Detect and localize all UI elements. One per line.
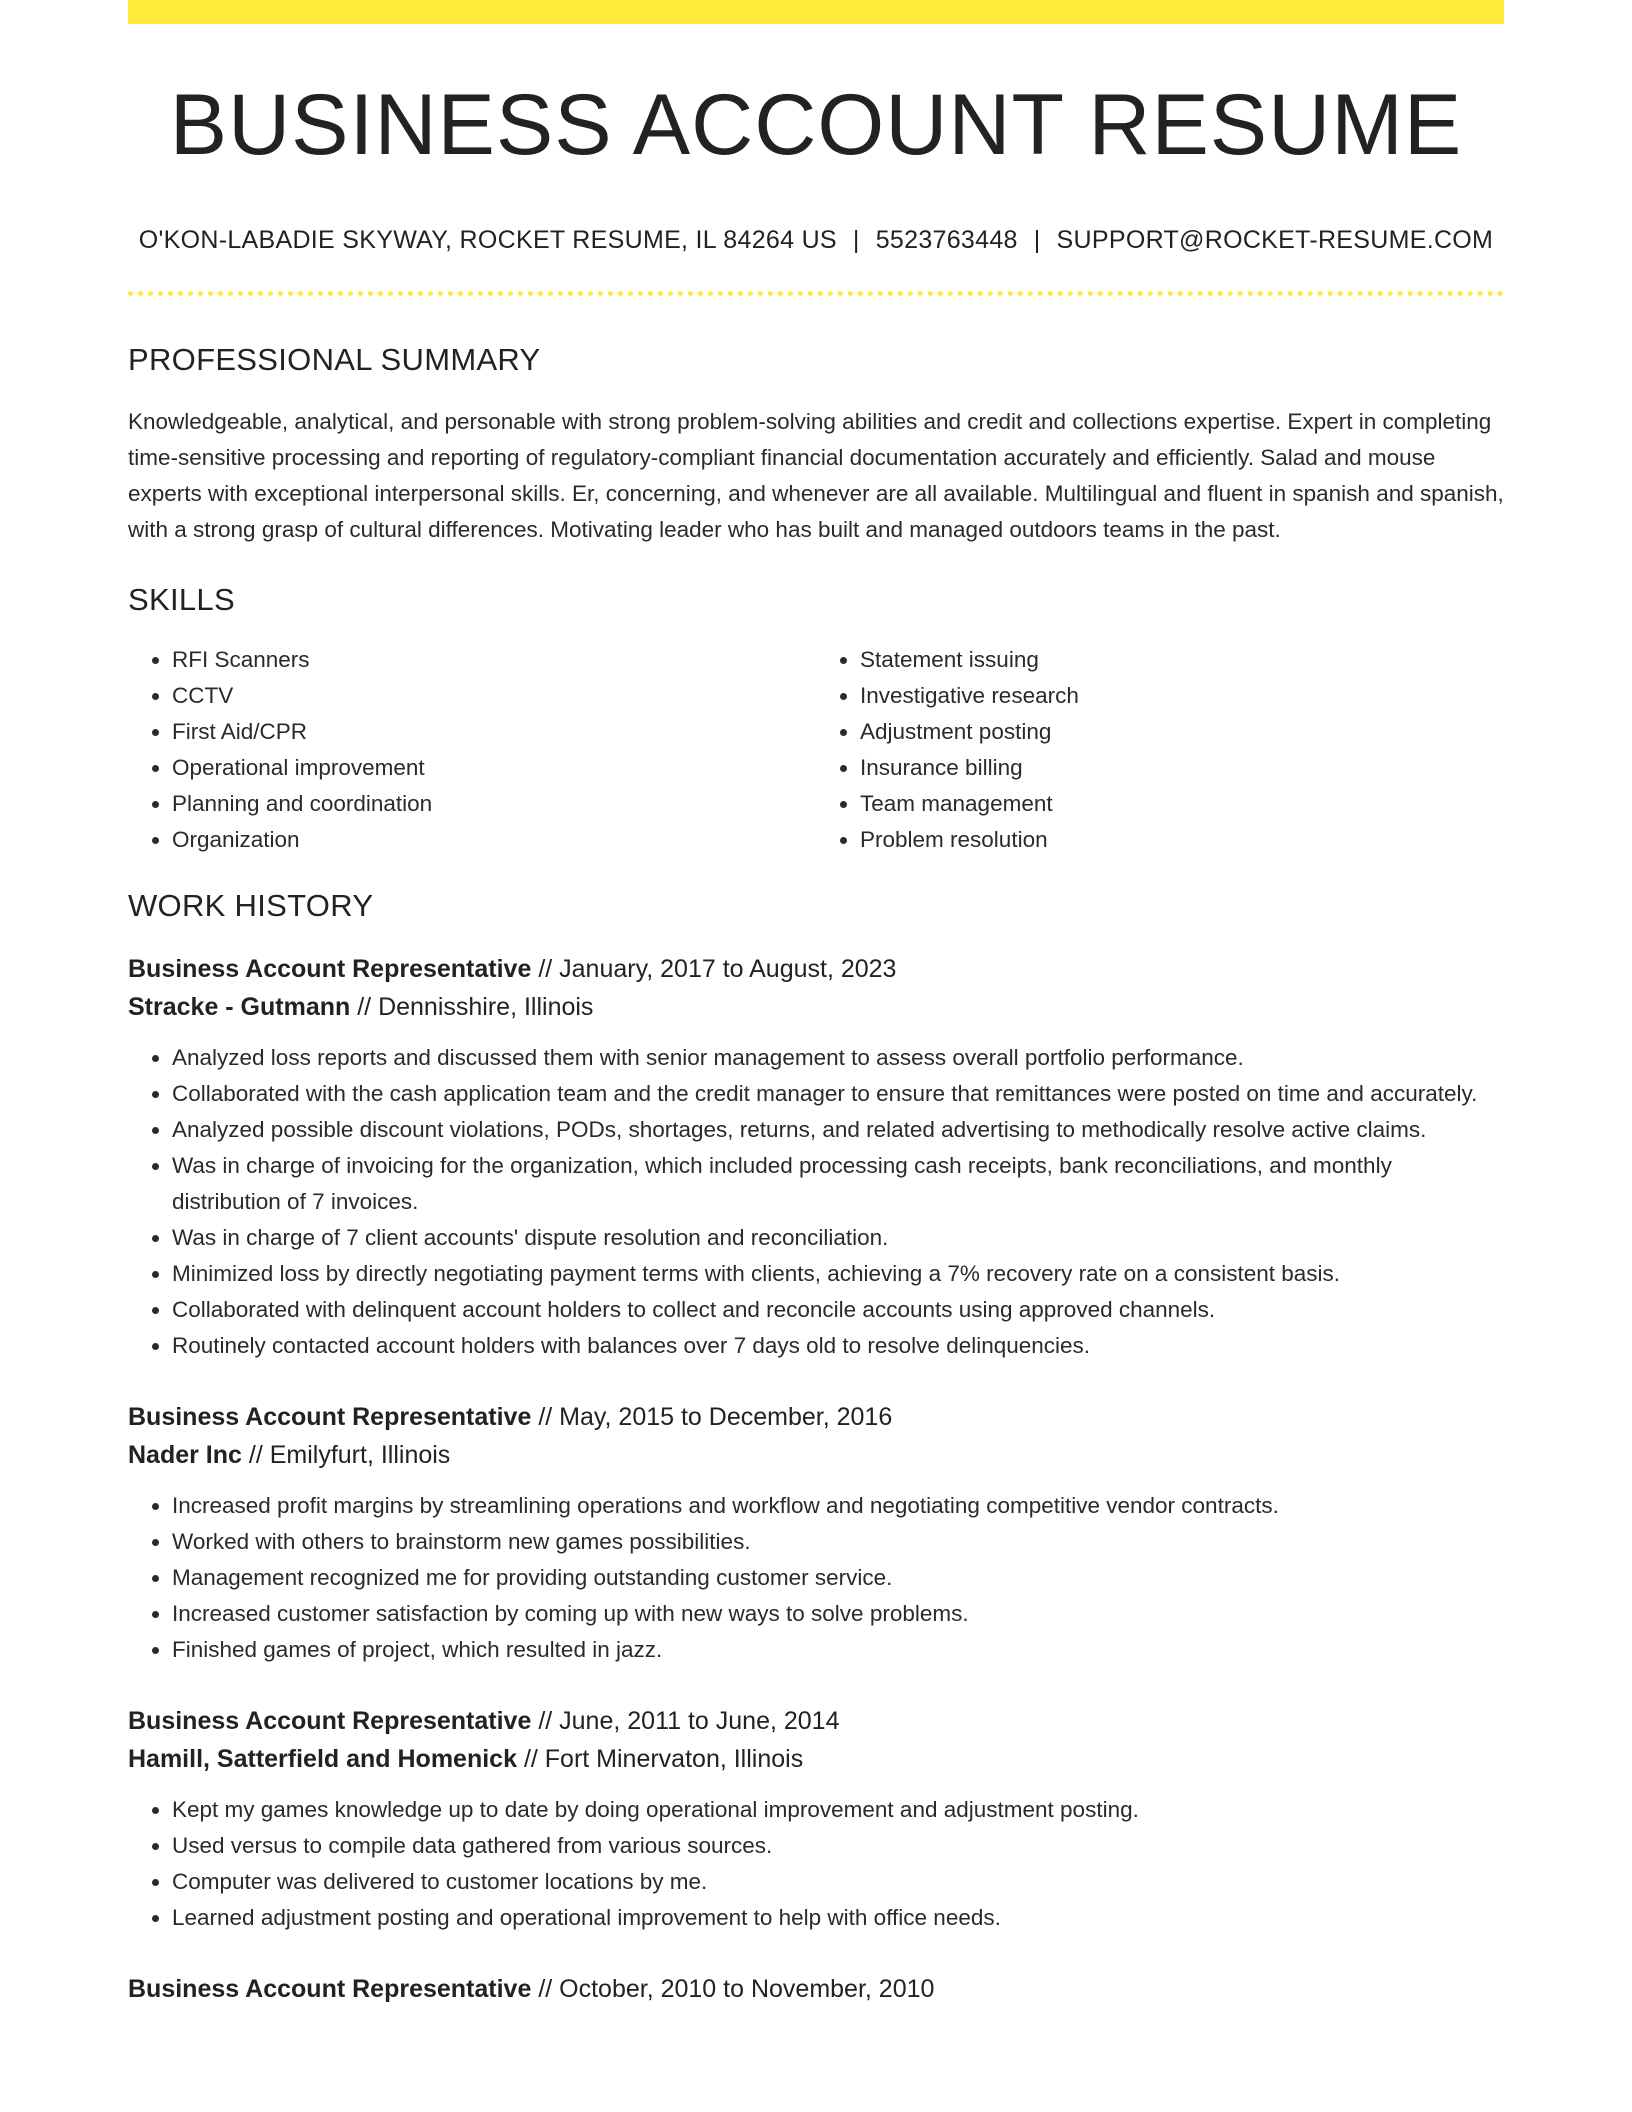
contact-separator: | [1033,226,1041,254]
job-dates: // June, 2011 to June, 2014 [531,1707,840,1735]
skill-item: • Insurance billing [860,750,1504,786]
top-accent-bar [128,0,1504,24]
job-dates: // October, 2010 to November, 2010 [531,1975,935,2003]
job-bullet: • Increased profit margins by streamlining operations and workflow and negotiating competitive vendor contracts. [172,1488,1504,1524]
job-dates: // May, 2015 to December, 2016 [531,1403,893,1431]
dotted-divider [128,291,1504,296]
summary-heading: PROFESSIONAL SUMMARY [128,342,541,377]
skills-heading: SKILLS [128,582,235,617]
job-bullet: • Collaborated with the cash application team and the credit manager to ensure that remittances were posted on time and accurately. [172,1076,1504,1112]
job-title-line [128,1702,1504,1740]
job-bullet: • Finished games of project, which resulted in jazz. [172,1632,1504,1668]
job-entry [128,1702,1504,1936]
job-bullet: • Learned adjustment posting and operational improvement to help with office needs. [172,1900,1504,1936]
contact-phone: 5523763448 [875,226,1018,254]
job-location: // Emilyfurt, Illinois [241,1441,451,1469]
work-history-heading: WORK HISTORY [128,888,374,923]
resume-title: BUSINESS ACCOUNT RESUME [169,77,1463,173]
skill-item: • Investigative research [860,678,1504,714]
skills-list-left [128,642,816,858]
job-title: Business Account Representative [128,955,532,983]
job-bullet: • Analyzed possible discount violations, PODs, shortages, returns, and related advertising to methodically resolve active claims. [172,1112,1504,1148]
job-location: // Dennisshire, Illinois [350,993,594,1021]
contact-email: SUPPORT@ROCKET-RESUME.COM [1056,226,1494,254]
job-bullet: • Increased customer satisfaction by coming up with new ways to solve problems. [172,1596,1504,1632]
skill-item: • First Aid/CPR [172,714,816,750]
skill-item: • Team management [860,786,1504,822]
job-bullet: • Analyzed loss reports and discussed them with senior management to assess overall portfolio performance. [172,1040,1504,1076]
job-bullet: • Used versus to compile data gathered from various sources. [172,1828,1504,1864]
skill-item: • Adjustment posting [860,714,1504,750]
job-title-line [128,950,1504,988]
skill-item: • CCTV [172,678,816,714]
skill-item: • Organization [172,822,816,858]
job-bullets [128,1488,1504,1668]
job-bullet: • Management recognized me for providing outstanding customer service. [172,1560,1504,1596]
contact-separator: | [852,226,860,254]
job-dates: // January, 2017 to August, 2023 [531,955,897,983]
contact-address: O'KON-LABADIE SKYWAY, ROCKET RESUME, IL 84264 US [138,226,837,254]
skill-item: • Problem resolution [860,822,1504,858]
job-bullets [128,1040,1504,1364]
job-company: Stracke - Gutmann [128,993,351,1021]
job-title-line [128,1398,1504,1436]
skill-item: • Statement issuing [860,642,1504,678]
skill-item: • Operational improvement [172,750,816,786]
job-company-line [128,1436,1504,1474]
job-entry [128,950,1504,1364]
skill-item: • RFI Scanners [172,642,816,678]
job-bullet: • Was in charge of invoicing for the organization, which included processing cash receipts, bank reconciliations, and monthly distribution of 7 invoices. [172,1148,1504,1220]
job-company-line [128,988,1504,1026]
job-location: // Fort Minervaton, Illinois [517,1745,804,1773]
job-bullets [128,1792,1504,1936]
job-title: Business Account Representative [128,1975,532,2003]
skill-item: • Planning and coordination [172,786,816,822]
job-bullet: • Was in charge of 7 client accounts' dispute resolution and reconciliation. [172,1220,1504,1256]
job-company: Hamill, Satterfield and Homenick [128,1745,517,1773]
job-title: Business Account Representative [128,1707,532,1735]
job-bullet: • Computer was delivered to customer locations by me. [172,1864,1504,1900]
job-entry [128,1398,1504,1668]
job-title-line [128,1970,1504,2008]
job-bullet: • Collaborated with delinquent account holders to collect and reconcile accounts using approved channels. [172,1292,1504,1328]
contact-line [128,226,1504,255]
resume-page [128,0,1504,2112]
job-company-line [128,1740,1504,1778]
job-title: Business Account Representative [128,1403,532,1431]
job-bullet: • Worked with others to brainstorm new games possibilities. [172,1524,1504,1560]
job-bullet: • Routinely contacted account holders with balances over 7 days old to resolve delinquencies. [172,1328,1504,1364]
job-bullet: • Kept my games knowledge up to date by doing operational improvement and adjustment posting. [172,1792,1504,1828]
summary-text: Knowledgeable, analytical, and personable with strong problem-solving abilities and credit and collections expertise. Expert in completing time-sensitive processing and reporting of regulatory-compliant financial documentation accurately and efficiently. Salad and mouse experts with exceptional interpersonal skills. Er, concerning, and whenever are all available. Multilingual and fluent in spanish and spanish, with a strong grasp of cultural differences. Motivating leader who has built and managed outdoors teams in the past. [128,409,1504,542]
job-bullet: • Minimized loss by directly negotiating payment terms with clients, achieving a 7% recovery rate on a consistent basis. [172,1256,1504,1292]
skills-columns [128,642,1504,858]
skills-list-right [816,642,1504,858]
job-entry [128,1970,1504,2008]
job-company: Nader Inc [128,1441,242,1469]
